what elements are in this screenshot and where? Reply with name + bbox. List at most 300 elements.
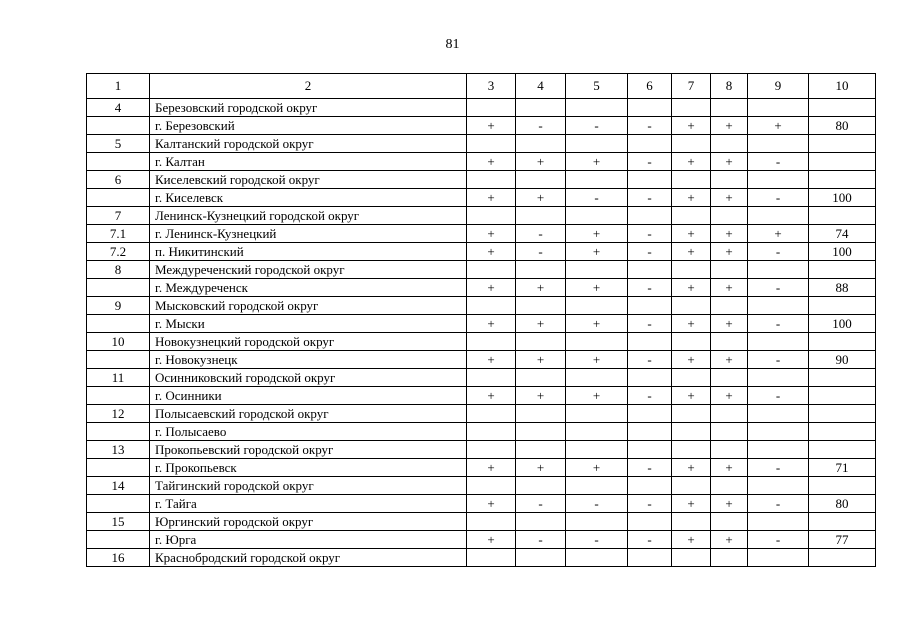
value-cell: + bbox=[711, 531, 748, 549]
value-cell bbox=[711, 405, 748, 423]
name-cell: г. Мыски bbox=[150, 315, 467, 333]
name-cell: г. Прокопьевск bbox=[150, 459, 467, 477]
name-cell: Новокузнецкий городской округ bbox=[150, 333, 467, 351]
value-cell: - bbox=[748, 189, 809, 207]
value-cell: + bbox=[672, 117, 711, 135]
page-number: 81 bbox=[445, 37, 460, 52]
value-cell bbox=[566, 369, 628, 387]
value-cell: + bbox=[516, 279, 566, 297]
value-cell bbox=[467, 135, 516, 153]
value-cell bbox=[516, 207, 566, 225]
row-number-cell bbox=[87, 153, 150, 171]
value-cell: - bbox=[516, 117, 566, 135]
value-cell: - bbox=[516, 531, 566, 549]
value-cell: - bbox=[748, 459, 809, 477]
value-cell bbox=[711, 369, 748, 387]
value-cell bbox=[516, 513, 566, 531]
name-cell: г. Новокузнецк bbox=[150, 351, 467, 369]
value-cell bbox=[809, 405, 876, 423]
value-cell bbox=[566, 513, 628, 531]
value-cell: + bbox=[672, 315, 711, 333]
value-cell: + bbox=[672, 279, 711, 297]
row-number-cell: 6 bbox=[87, 171, 150, 189]
value-cell bbox=[467, 99, 516, 117]
value-cell bbox=[711, 297, 748, 315]
value-cell: 100 bbox=[809, 243, 876, 261]
table-row bbox=[87, 261, 876, 279]
value-cell: - bbox=[566, 495, 628, 513]
value-cell bbox=[628, 297, 672, 315]
value-cell: + bbox=[711, 279, 748, 297]
value-cell: - bbox=[748, 153, 809, 171]
value-cell: + bbox=[711, 117, 748, 135]
value-cell bbox=[467, 297, 516, 315]
value-cell bbox=[711, 423, 748, 441]
value-cell: - bbox=[628, 153, 672, 171]
value-cell: - bbox=[748, 387, 809, 405]
value-cell bbox=[672, 297, 711, 315]
value-cell bbox=[516, 369, 566, 387]
value-cell bbox=[628, 99, 672, 117]
row-number-cell: 7 bbox=[87, 207, 150, 225]
value-cell bbox=[566, 99, 628, 117]
value-cell bbox=[748, 171, 809, 189]
value-cell bbox=[748, 99, 809, 117]
name-cell: Ленинск-Кузнецкий городской округ bbox=[150, 207, 467, 225]
value-cell bbox=[566, 333, 628, 351]
value-cell: + bbox=[467, 387, 516, 405]
value-cell bbox=[566, 297, 628, 315]
table-row bbox=[87, 297, 876, 315]
value-cell bbox=[516, 261, 566, 279]
value-cell: + bbox=[711, 225, 748, 243]
value-cell bbox=[566, 477, 628, 495]
value-cell: - bbox=[748, 315, 809, 333]
value-cell: 74 bbox=[809, 225, 876, 243]
value-cell bbox=[628, 513, 672, 531]
value-cell bbox=[628, 477, 672, 495]
table-row bbox=[87, 279, 876, 297]
value-cell bbox=[672, 513, 711, 531]
value-cell: + bbox=[566, 459, 628, 477]
table-row bbox=[87, 243, 876, 261]
column-header-9: 9 bbox=[748, 74, 809, 99]
value-cell bbox=[809, 549, 876, 567]
value-cell: - bbox=[516, 225, 566, 243]
value-cell bbox=[809, 423, 876, 441]
value-cell: + bbox=[711, 189, 748, 207]
value-cell: - bbox=[628, 279, 672, 297]
name-cell: г. Юрга bbox=[150, 531, 467, 549]
value-cell: - bbox=[628, 117, 672, 135]
table-row bbox=[87, 495, 876, 513]
row-number-cell bbox=[87, 495, 150, 513]
value-cell bbox=[566, 135, 628, 153]
row-number-cell bbox=[87, 279, 150, 297]
value-cell bbox=[672, 405, 711, 423]
value-cell: - bbox=[748, 279, 809, 297]
name-cell: г. Полысаево bbox=[150, 423, 467, 441]
value-cell: + bbox=[566, 243, 628, 261]
table-row bbox=[87, 549, 876, 567]
column-header-8: 8 bbox=[711, 74, 748, 99]
value-cell bbox=[748, 333, 809, 351]
value-cell bbox=[628, 135, 672, 153]
name-cell: г. Ленинск-Кузнецкий bbox=[150, 225, 467, 243]
row-number-cell: 9 bbox=[87, 297, 150, 315]
value-cell bbox=[516, 549, 566, 567]
value-cell bbox=[748, 477, 809, 495]
row-number-cell: 15 bbox=[87, 513, 150, 531]
value-cell: + bbox=[516, 459, 566, 477]
value-cell bbox=[748, 297, 809, 315]
value-cell: 71 bbox=[809, 459, 876, 477]
value-cell bbox=[809, 369, 876, 387]
value-cell bbox=[566, 207, 628, 225]
value-cell bbox=[566, 423, 628, 441]
value-cell: + bbox=[711, 495, 748, 513]
name-cell: Березовский городской округ bbox=[150, 99, 467, 117]
value-cell: + bbox=[748, 225, 809, 243]
value-cell bbox=[672, 369, 711, 387]
table-row bbox=[87, 405, 876, 423]
value-cell: + bbox=[672, 459, 711, 477]
value-cell bbox=[566, 549, 628, 567]
value-cell: + bbox=[711, 153, 748, 171]
value-cell bbox=[809, 153, 876, 171]
value-cell bbox=[711, 135, 748, 153]
value-cell bbox=[467, 549, 516, 567]
value-cell: + bbox=[711, 387, 748, 405]
value-cell: 77 bbox=[809, 531, 876, 549]
value-cell: + bbox=[566, 351, 628, 369]
value-cell bbox=[809, 297, 876, 315]
value-cell bbox=[711, 441, 748, 459]
value-cell: + bbox=[672, 153, 711, 171]
value-cell bbox=[809, 477, 876, 495]
column-header-3: 3 bbox=[467, 74, 516, 99]
table-row bbox=[87, 477, 876, 495]
value-cell: - bbox=[748, 495, 809, 513]
value-cell: + bbox=[467, 315, 516, 333]
row-number-cell: 8 bbox=[87, 261, 150, 279]
table-header-row bbox=[87, 74, 876, 99]
name-cell: Краснобродский городской округ bbox=[150, 549, 467, 567]
table-row bbox=[87, 225, 876, 243]
value-cell bbox=[809, 261, 876, 279]
name-cell: Мысковский городской округ bbox=[150, 297, 467, 315]
value-cell bbox=[467, 405, 516, 423]
value-cell bbox=[748, 369, 809, 387]
value-cell: - bbox=[748, 531, 809, 549]
value-cell: + bbox=[672, 387, 711, 405]
value-cell bbox=[467, 369, 516, 387]
name-cell: Прокопьевский городской округ bbox=[150, 441, 467, 459]
value-cell: - bbox=[628, 189, 672, 207]
value-cell: + bbox=[566, 315, 628, 333]
value-cell bbox=[711, 513, 748, 531]
table-row bbox=[87, 387, 876, 405]
value-cell bbox=[711, 261, 748, 279]
value-cell bbox=[467, 441, 516, 459]
row-number-cell: 5 bbox=[87, 135, 150, 153]
value-cell: - bbox=[628, 531, 672, 549]
value-cell bbox=[516, 333, 566, 351]
table-row bbox=[87, 153, 876, 171]
value-cell: - bbox=[566, 117, 628, 135]
table-row bbox=[87, 207, 876, 225]
value-cell bbox=[809, 99, 876, 117]
row-number-cell: 10 bbox=[87, 333, 150, 351]
value-cell bbox=[809, 441, 876, 459]
value-cell bbox=[672, 207, 711, 225]
row-number-cell: 16 bbox=[87, 549, 150, 567]
name-cell: Киселевский городской округ bbox=[150, 171, 467, 189]
row-number-cell: 4 bbox=[87, 99, 150, 117]
column-header-4: 4 bbox=[516, 74, 566, 99]
value-cell: + bbox=[711, 459, 748, 477]
value-cell: 90 bbox=[809, 351, 876, 369]
value-cell: + bbox=[467, 459, 516, 477]
value-cell bbox=[672, 135, 711, 153]
row-number-cell bbox=[87, 459, 150, 477]
value-cell: + bbox=[467, 243, 516, 261]
value-cell: - bbox=[628, 315, 672, 333]
value-cell bbox=[516, 405, 566, 423]
value-cell bbox=[628, 369, 672, 387]
column-header-2: 2 bbox=[150, 74, 467, 99]
value-cell bbox=[748, 207, 809, 225]
value-cell: + bbox=[516, 153, 566, 171]
row-number-cell bbox=[87, 117, 150, 135]
value-cell bbox=[628, 171, 672, 189]
value-cell: + bbox=[467, 495, 516, 513]
value-cell bbox=[628, 333, 672, 351]
value-cell: - bbox=[566, 531, 628, 549]
row-number-cell bbox=[87, 351, 150, 369]
value-cell bbox=[566, 261, 628, 279]
table-row bbox=[87, 315, 876, 333]
value-cell bbox=[672, 171, 711, 189]
value-cell bbox=[516, 297, 566, 315]
row-number-cell bbox=[87, 189, 150, 207]
name-cell: Тайгинский городской округ bbox=[150, 477, 467, 495]
value-cell bbox=[711, 477, 748, 495]
value-cell bbox=[672, 423, 711, 441]
value-cell: + bbox=[467, 279, 516, 297]
value-cell: - bbox=[566, 189, 628, 207]
value-cell: + bbox=[748, 117, 809, 135]
table-row bbox=[87, 531, 876, 549]
row-number-cell: 11 bbox=[87, 369, 150, 387]
table-row bbox=[87, 333, 876, 351]
value-cell bbox=[809, 387, 876, 405]
value-cell: + bbox=[516, 315, 566, 333]
table-row bbox=[87, 135, 876, 153]
row-number-cell: 7.1 bbox=[87, 225, 150, 243]
value-cell bbox=[711, 549, 748, 567]
value-cell bbox=[809, 171, 876, 189]
name-cell: п. Никитинский bbox=[150, 243, 467, 261]
column-header-6: 6 bbox=[628, 74, 672, 99]
value-cell bbox=[672, 477, 711, 495]
value-cell bbox=[628, 549, 672, 567]
value-cell: + bbox=[672, 495, 711, 513]
value-cell: 80 bbox=[809, 495, 876, 513]
value-cell: 80 bbox=[809, 117, 876, 135]
value-cell: 100 bbox=[809, 315, 876, 333]
name-cell: Калтанский городской округ bbox=[150, 135, 467, 153]
value-cell bbox=[748, 405, 809, 423]
value-cell bbox=[748, 549, 809, 567]
value-cell: + bbox=[711, 315, 748, 333]
table-row bbox=[87, 369, 876, 387]
row-number-cell bbox=[87, 531, 150, 549]
value-cell bbox=[748, 261, 809, 279]
row-number-cell: 14 bbox=[87, 477, 150, 495]
value-cell bbox=[467, 477, 516, 495]
value-cell: + bbox=[467, 153, 516, 171]
value-cell: - bbox=[516, 495, 566, 513]
value-cell bbox=[672, 99, 711, 117]
value-cell: + bbox=[566, 225, 628, 243]
value-cell: - bbox=[628, 387, 672, 405]
value-cell bbox=[467, 207, 516, 225]
value-cell: 100 bbox=[809, 189, 876, 207]
value-cell bbox=[748, 441, 809, 459]
value-cell bbox=[809, 513, 876, 531]
table-row bbox=[87, 99, 876, 117]
value-cell bbox=[467, 423, 516, 441]
value-cell: + bbox=[566, 279, 628, 297]
value-cell: + bbox=[516, 189, 566, 207]
value-cell bbox=[628, 441, 672, 459]
value-cell bbox=[748, 423, 809, 441]
name-cell: г. Тайга bbox=[150, 495, 467, 513]
value-cell bbox=[628, 207, 672, 225]
value-cell: - bbox=[748, 243, 809, 261]
value-cell bbox=[467, 171, 516, 189]
value-cell bbox=[628, 423, 672, 441]
value-cell bbox=[628, 405, 672, 423]
value-cell: + bbox=[672, 225, 711, 243]
value-cell: - bbox=[628, 351, 672, 369]
value-cell bbox=[672, 333, 711, 351]
row-number-cell bbox=[87, 387, 150, 405]
data-table bbox=[86, 73, 876, 567]
row-number-cell: 13 bbox=[87, 441, 150, 459]
name-cell: Осинниковский городской округ bbox=[150, 369, 467, 387]
table-row bbox=[87, 117, 876, 135]
column-header-7: 7 bbox=[672, 74, 711, 99]
table-row bbox=[87, 351, 876, 369]
name-cell: г. Осинники bbox=[150, 387, 467, 405]
value-cell bbox=[516, 135, 566, 153]
value-cell: + bbox=[467, 225, 516, 243]
name-cell: Юргинский городской округ bbox=[150, 513, 467, 531]
value-cell bbox=[516, 423, 566, 441]
value-cell bbox=[516, 441, 566, 459]
value-cell: + bbox=[467, 351, 516, 369]
row-number-cell bbox=[87, 423, 150, 441]
value-cell: + bbox=[467, 117, 516, 135]
value-cell: + bbox=[711, 243, 748, 261]
name-cell: г. Междуреченск bbox=[150, 279, 467, 297]
value-cell bbox=[516, 171, 566, 189]
value-cell bbox=[566, 171, 628, 189]
value-cell: + bbox=[516, 387, 566, 405]
value-cell bbox=[516, 99, 566, 117]
value-cell: - bbox=[628, 225, 672, 243]
row-number-cell: 7.2 bbox=[87, 243, 150, 261]
value-cell bbox=[711, 99, 748, 117]
table-row bbox=[87, 459, 876, 477]
value-cell: - bbox=[516, 243, 566, 261]
value-cell bbox=[711, 207, 748, 225]
value-cell: + bbox=[711, 351, 748, 369]
table-row bbox=[87, 189, 876, 207]
value-cell bbox=[467, 333, 516, 351]
name-cell: г. Калтан bbox=[150, 153, 467, 171]
value-cell bbox=[809, 135, 876, 153]
name-cell: Полысаевский городской округ bbox=[150, 405, 467, 423]
value-cell: + bbox=[672, 243, 711, 261]
value-cell: + bbox=[566, 387, 628, 405]
value-cell bbox=[467, 261, 516, 279]
value-cell bbox=[672, 441, 711, 459]
value-cell bbox=[672, 549, 711, 567]
value-cell bbox=[711, 171, 748, 189]
value-cell bbox=[748, 513, 809, 531]
column-header-5: 5 bbox=[566, 74, 628, 99]
value-cell: - bbox=[628, 459, 672, 477]
value-cell bbox=[711, 333, 748, 351]
table-row bbox=[87, 171, 876, 189]
value-cell bbox=[628, 261, 672, 279]
value-cell bbox=[467, 513, 516, 531]
value-cell bbox=[566, 405, 628, 423]
row-number-cell: 12 bbox=[87, 405, 150, 423]
value-cell: 88 bbox=[809, 279, 876, 297]
value-cell: + bbox=[516, 351, 566, 369]
value-cell bbox=[748, 135, 809, 153]
value-cell bbox=[516, 477, 566, 495]
value-cell: + bbox=[467, 189, 516, 207]
value-cell bbox=[809, 207, 876, 225]
value-cell: + bbox=[566, 153, 628, 171]
value-cell bbox=[566, 441, 628, 459]
value-cell: + bbox=[672, 531, 711, 549]
column-header-10: 10 bbox=[809, 74, 876, 99]
value-cell bbox=[672, 261, 711, 279]
value-cell: - bbox=[628, 243, 672, 261]
name-cell: г. Березовский bbox=[150, 117, 467, 135]
value-cell bbox=[809, 333, 876, 351]
column-header-1: 1 bbox=[87, 74, 150, 99]
name-cell: Междуреченский городской округ bbox=[150, 261, 467, 279]
value-cell: + bbox=[467, 531, 516, 549]
row-number-cell bbox=[87, 315, 150, 333]
table-row bbox=[87, 513, 876, 531]
table-row bbox=[87, 423, 876, 441]
name-cell: г. Киселевск bbox=[150, 189, 467, 207]
table-body bbox=[87, 74, 876, 567]
value-cell: + bbox=[672, 351, 711, 369]
table-row bbox=[87, 441, 876, 459]
value-cell: - bbox=[628, 495, 672, 513]
value-cell: + bbox=[672, 189, 711, 207]
value-cell: - bbox=[748, 351, 809, 369]
